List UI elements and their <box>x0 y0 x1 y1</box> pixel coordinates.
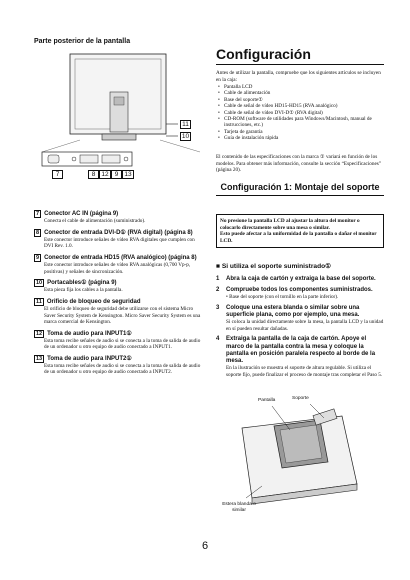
callout-11: 11 <box>180 120 191 129</box>
callout-9: 9 <box>111 170 122 179</box>
list-item: • Tarjeta de garantía <box>224 129 392 135</box>
figure-label-pantalla: Pantalla <box>258 398 276 403</box>
page-title: Configuración <box>216 46 384 65</box>
rear-section-title: Parte posterior de la pantalla <box>34 38 131 45</box>
list-item: 8 Conector de entrada DVI-D① (RVA digital) (página 8) Este conector introduce señales de vídeo RVA digitales que cumplen con DVI Rev. 1.0. <box>36 229 195 250</box>
section-subtitle: Configuración 1: Montaje del soporte <box>216 182 384 196</box>
callout-7: 7 <box>52 170 63 179</box>
list-item: 10 Portacables① (página 9) Esta pieza fija los cables a la pantalla. <box>36 280 123 294</box>
rear-panel-illustration <box>40 52 206 177</box>
spec-note: El contenido de las especificaciones con la marca ① variará en función de los modelos. Para obtener más información, consulte la sección “Especificaciones” (página 20). <box>216 154 382 174</box>
list-item: • Cable de señal de vídeo HD15-HD15 (RVA analógico) <box>224 103 392 109</box>
intro-text: Antes de utilizar la pantalla, compruebe que los siguientes artículos se incluyen en la caja: <box>216 70 381 83</box>
contents-list <box>216 84 392 142</box>
page-number: 6 <box>201 540 209 552</box>
figure-label-estera: Estera blanda o similar <box>222 502 256 513</box>
list-item: 7 Conector AC IN (página 9) Conecta el cable de alimentación (suministrado). <box>36 211 146 225</box>
list-item: 4 Extraiga la pantalla de la caja de cartón. Apoye el marco de la pantalla contra la mesa y coloque la pantalla en posición paralela respecto al borde de la mesa. En la ilustración se muestra el soporte de altura regulable. Si utiliza el soporte fijo, puede finalizar el proceso de montaje tras completar el Paso 5. <box>216 336 383 378</box>
list-item: 3 Coloque una estera blanda o similar sobre una superficie plana, como por ejemplo, una mesa. Si coloca la unidad directamente sobre la mesa, la pantalla LCD y la unidad en sí pueden resultar dañadas. <box>216 304 384 332</box>
figure-label-soporte: Soporte <box>292 396 309 401</box>
list-item: • Base del soporte① <box>224 97 392 103</box>
list-item: 1 Abra la caja de cartón y extraiga la base del soporte. <box>216 276 376 282</box>
list-item: • CD-ROM (software de utilidades para Windows/Macintosh, manual de instrucciones, etc.) <box>224 116 392 129</box>
list-item: 12 Toma de audio para INPUT1① Esta toma recibe señales de audio si se conecta a la toma de salida de audio de un ordenador u otro equipo de audio conectado a INPUT1. <box>36 330 201 351</box>
list-item: 2 Compruebe todos los componentes suministrados. • Base del soporte (con el tornillo en la parte inferior). <box>216 287 373 301</box>
list-item: • Cable de señal de vídeo DVI-D① (RVA digital) <box>224 110 392 116</box>
list-item: • Pantalla LCD <box>224 84 392 90</box>
callout-8: 8 <box>88 170 99 179</box>
callout-10: 10 <box>181 133 190 140</box>
warning-box: No presione la pantalla LCD al ajustar la altura del monitor o colocarlo directamente sobre una mesa o similar. Esto puede afectar a la uniformidad de la pantalla o dañar el monitor LCD. <box>216 214 384 248</box>
square-bullet-icon: ■ <box>216 263 220 270</box>
list-item: 9 Conector de entrada HD15 (RVA analógico) (página 8) Este conector introduce señales de vídeo RVA analógicas (0,700 Vp-p, positivas) y señales de sincronización. <box>36 254 197 275</box>
steps-list <box>216 276 384 382</box>
list-item: 11 Orificio de bloqueo de seguridad El orificio de bloqueo de seguridad debe utilizarse con el sistema Micro Saver Security System de Kensington. Micro Saver Security System es una marca comercial de Kensington. <box>36 298 201 326</box>
rear-items-list <box>34 210 204 380</box>
list-item: 13 Toma de audio para INPUT2① Esta toma recibe señales de audio si se conecta a la toma de salida de audio de un ordenador u otro equipo de audio conectado a INPUT2. <box>36 355 201 376</box>
callout-12: 12 <box>99 170 111 179</box>
subsection-title: ■ Si utiliza el soporte suministrado① <box>216 263 332 270</box>
setup-illustration <box>232 398 362 506</box>
list-item: • Guía de instalación rápida <box>224 135 392 141</box>
callout-13: 13 <box>122 170 134 179</box>
list-item: • Cable de alimentación <box>224 90 392 96</box>
